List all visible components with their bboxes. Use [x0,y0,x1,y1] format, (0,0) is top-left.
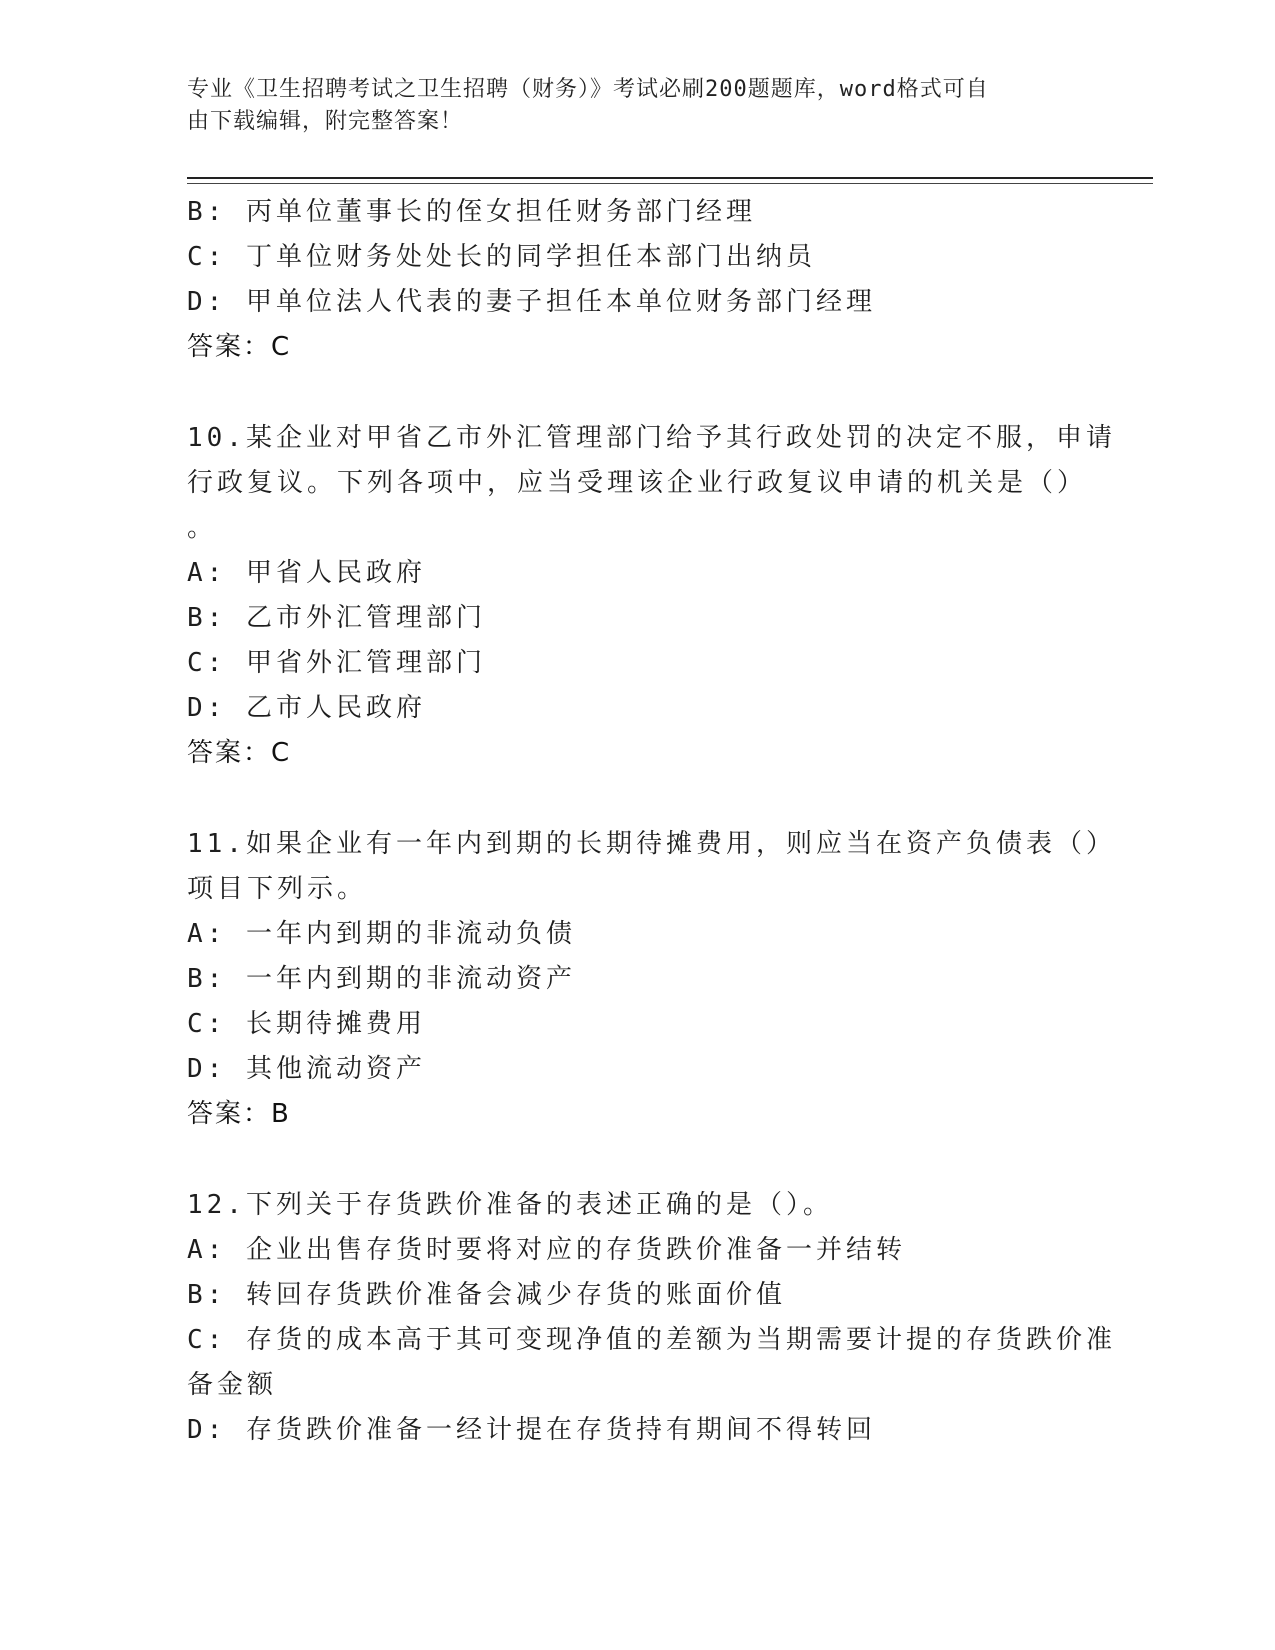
question-10 [187,416,1116,776]
question-9-continuation [187,190,1087,370]
header-line-2: 由下载编辑，附完整答案！ [187,109,464,134]
question-stem-line: 项目下列示。 [187,874,368,904]
option-a: A: 一年内到期的非流动负债 [187,919,576,949]
question-12 [187,1183,1116,1453]
option-b: B: 一年内到期的非流动资产 [187,964,576,994]
option-a: A: 甲省人民政府 [187,558,426,588]
answer-line: 答案：B [187,1099,291,1129]
spacer [187,1137,1087,1183]
question-stem-line: 10.某企业对甲省乙市外汇管理部门给予其行政处罚的决定不服，申请 [187,423,1116,453]
question-stem-line: 。 [187,513,218,543]
option-c: C: 甲省外汇管理部门 [187,648,486,678]
answer-line: 答案：C [187,332,292,362]
option-d: D: 存货跌价准备一经计提在存货持有期间不得转回 [187,1415,876,1445]
option-d: D: 乙市人民政府 [187,693,426,723]
header-line-1: 专业《卫生招聘考试之卫生招聘（财务）》考试必刷200题题库，word格式可自 [187,77,989,102]
document-header [187,74,1067,138]
question-stem-line: 行政复议。下列各项中，应当受理该企业行政复议申请的机关是（） [187,468,1088,498]
option-c: C: 长期待摊费用 [187,1009,426,1039]
question-list [187,190,1116,1453]
spacer [187,776,1087,822]
question-stem-line: 11.如果企业有一年内到期的长期待摊费用，则应当在资产负债表（） [187,829,1116,859]
option-b: B: 乙市外汇管理部门 [187,603,486,633]
header-divider-thin [187,183,1153,184]
option-b: B: 丙单位董事长的侄女担任财务部门经理 [187,197,756,227]
option-c: C: 存货的成本高于其可变现净值的差额为当期需要计提的存货跌价准 [187,1325,1116,1355]
option-c-continued: 备金额 [187,1370,278,1400]
option-d: D: 甲单位法人代表的妻子担任本单位财务部门经理 [187,287,876,317]
option-a: A: 企业出售存货时要将对应的存货跌价准备一并结转 [187,1235,906,1265]
option-c: C: 丁单位财务处处长的同学担任本部门出纳员 [187,242,816,272]
header-divider-thick [187,177,1153,179]
answer-line: 答案：C [187,738,292,768]
option-b: B: 转回存货跌价准备会减少存货的账面价值 [187,1280,786,1310]
option-d: D: 其他流动资产 [187,1054,426,1084]
question-11 [187,822,1116,1137]
question-stem-line: 12.下列关于存货跌价准备的表述正确的是（）。 [187,1190,833,1220]
spacer [187,370,1087,416]
